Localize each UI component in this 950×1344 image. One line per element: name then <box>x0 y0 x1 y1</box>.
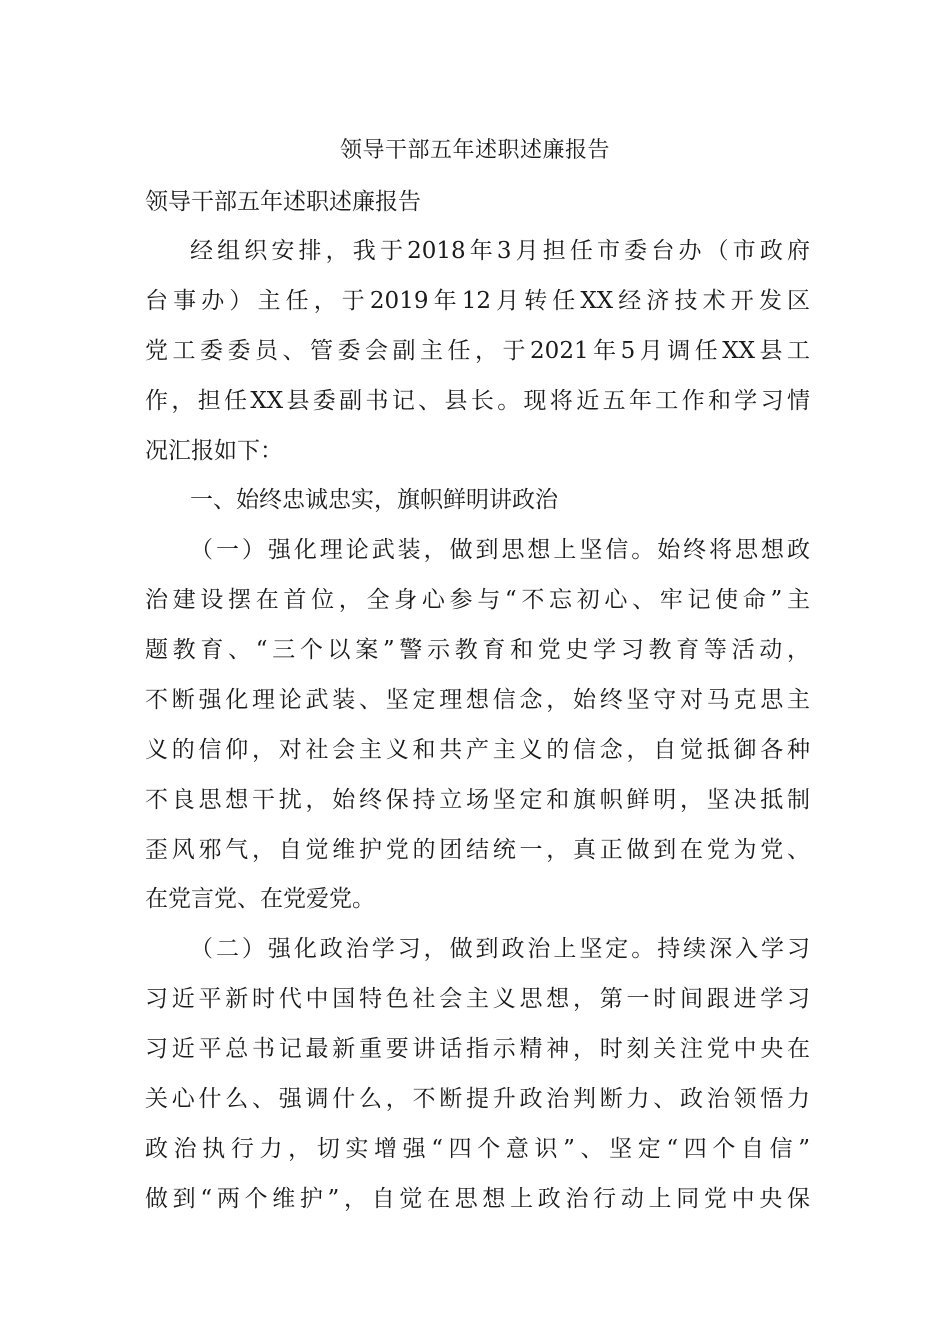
paragraph-line: 在党言党、在党爱党。 <box>145 886 375 912</box>
paragraph-line: 台事办）主任，于2019年12月转任XX经济技术开发区 <box>145 288 810 314</box>
section-heading: 一、始终忠诚忠实，旗帜鲜明讲政治 <box>190 487 558 513</box>
paragraph-line: 治建设摆在首位，全身心参与“不忘初心、牢记使命”主 <box>145 587 810 613</box>
paragraph-line: 政治执行力，切实增强“四个意识”、坚定“四个自信” <box>145 1136 810 1162</box>
paragraph-line: （一）强化理论武装，做到思想上坚信。始终将思想政 <box>190 537 810 563</box>
document-title: 领导干部五年述职述廉报告 <box>339 138 610 163</box>
paragraph-line: 经组织安排，我于2018年3月担任市委台办（市政府 <box>190 238 810 264</box>
paragraph-line: 习近平新时代中国特色社会主义思想，第一时间跟进学习 <box>145 986 810 1012</box>
paragraph-line: 不良思想干扰，始终保持立场坚定和旗帜鲜明，坚决抵制 <box>145 787 810 813</box>
paragraph-line: 歪风邪气，自觉维护党的团结统一，真正做到在党为党、 <box>145 837 810 863</box>
paragraph-line: 题教育、“三个以案”警示教育和党史学习教育等活动， <box>145 637 810 663</box>
paragraph-line: 作，担任XX县委副书记、县长。现将近五年工作和学习情 <box>145 388 810 414</box>
paragraph-line: 习近平总书记最新重要讲话指示精神，时刻关注党中央在 <box>145 1036 810 1062</box>
paragraph-line: 关心什么、强调什么，不断提升政治判断力、政治领悟力 <box>145 1086 810 1112</box>
paragraph-line: 义的信仰，对社会主义和共产主义的信念，自觉抵御各种 <box>145 737 810 763</box>
paragraph-line: 做到“两个维护”，自觉在思想上政治行动上同党中央保 <box>145 1186 810 1212</box>
paragraph-line: （二）强化政治学习，做到政治上坚定。持续深入学习 <box>190 936 810 962</box>
paragraph-line: 况汇报如下： <box>145 438 283 464</box>
paragraph-line: 不断强化理论武装、坚定理想信念，始终坚守对马克思主 <box>145 687 810 713</box>
paragraph-line: 党工委委员、管委会副主任，于2021年5月调任XX县工 <box>145 338 810 364</box>
document-subtitle: 领导干部五年述职述廉报告 <box>145 189 421 215</box>
